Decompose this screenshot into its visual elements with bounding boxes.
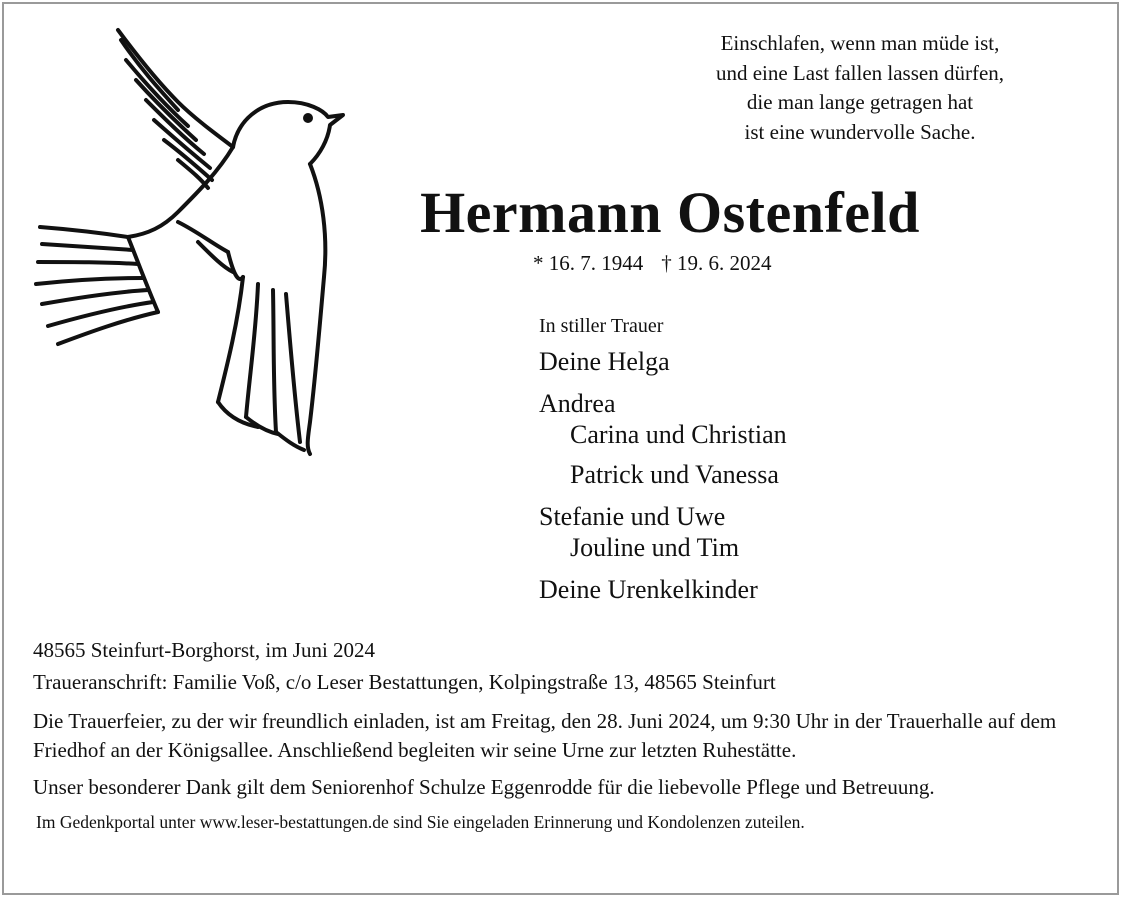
deceased-name: Hermann Ostenfeld: [420, 180, 920, 245]
mourning-address: Traueranschrift: Familie Voß, c/o Leser Bestattungen, Kolpingstraße 13, 48565 Steinfurt: [33, 670, 776, 694]
grandchildren: Carina und Christian: [570, 420, 787, 449]
death-date: † 19. 6. 2024: [661, 251, 772, 275]
life-dates: [533, 251, 772, 276]
birth-date: * 16. 7. 1944: [533, 251, 644, 275]
quote: [640, 29, 1080, 147]
mourning-intro: In stiller Trauer: [539, 315, 664, 337]
spouse: Deine Helga: [539, 347, 670, 376]
memorial-portal-note: Im Gedenkportal unter www.leser-bestattungen.de sind Sie eingeladen Erinnerung und Kondolenzen zuteilen.: [36, 812, 805, 832]
quote-line: Einschlafen, wenn man müde ist,: [720, 31, 1000, 55]
child-name: Andrea: [539, 389, 616, 418]
ceremony-details: Die Trauerfeier, zu der wir freundlich einladen, ist am Freitag, den 28. Juni 2024, um 9:30 Uhr in der Trauerhalle auf dem Friedhof an der Königsallee. Anschließend begleiten wir seine Urne zur letzten Ruhestätte.: [33, 709, 1057, 762]
grandchildren: Patrick und Vanessa: [570, 460, 779, 489]
dove-icon: [28, 22, 348, 462]
quote-line: und eine Last fallen lassen dürfen,: [715, 60, 1005, 85]
quote-line: die man lange getragen hat: [746, 90, 974, 114]
notice-info: [33, 636, 1103, 837]
thanks-note: Unser besonderer Dank gilt dem Seniorenhof Schulze Eggenrodde für die liebevolle Pflege und Betreuung.: [33, 775, 935, 799]
grandchildren: Jouline und Tim: [570, 533, 740, 562]
quote-line: ist eine wundervolle Sache.: [744, 119, 976, 144]
great-grandchildren: Deine Urenkelkinder: [539, 575, 758, 604]
location-date: 48565 Steinfurt-Borghorst, im Juni 2024: [33, 638, 376, 662]
mourners: [539, 312, 787, 605]
child-name: Stefanie und Uwe: [539, 502, 726, 531]
